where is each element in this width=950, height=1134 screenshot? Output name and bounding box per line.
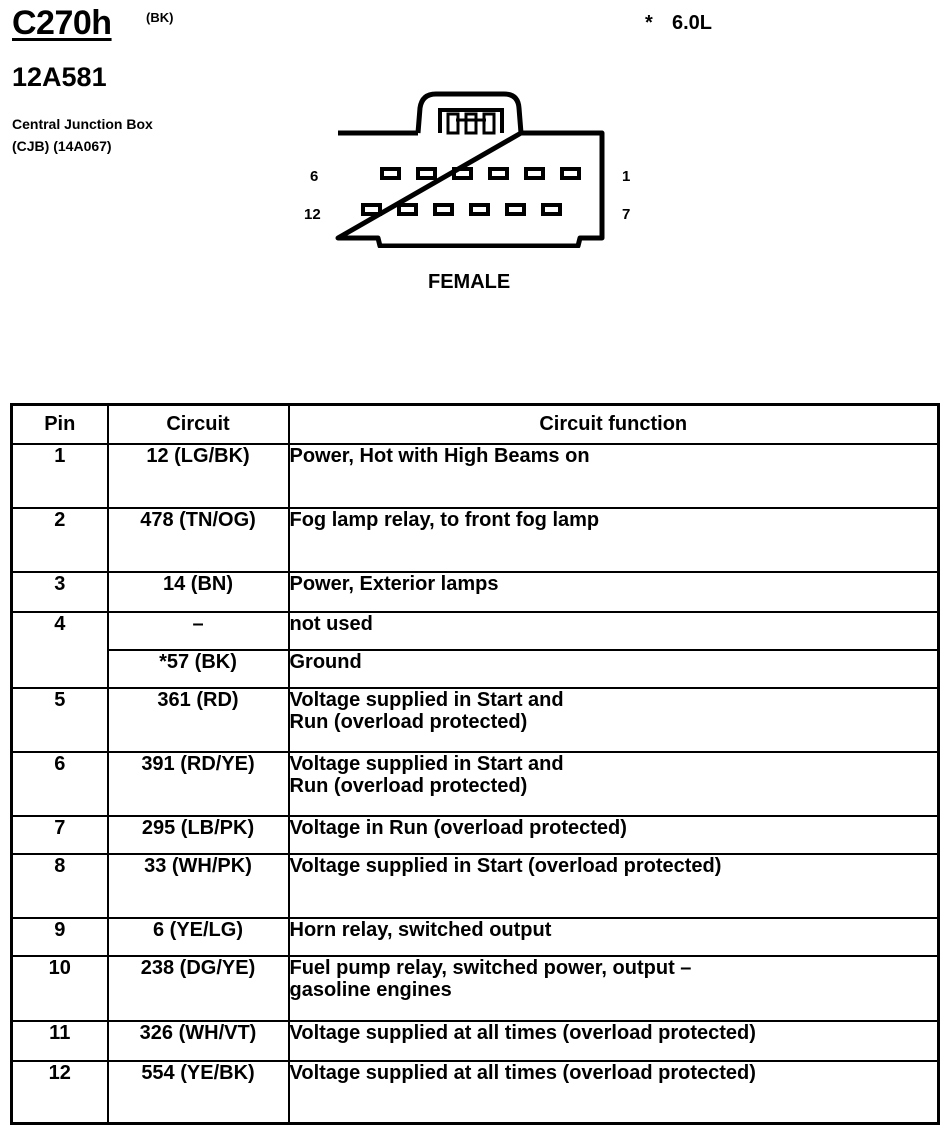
part-number: 12A581	[12, 62, 107, 92]
circuit-cell: 478 (TN/OG)	[108, 508, 289, 572]
table-row	[12, 1061, 939, 1123]
circuit-cell: 33 (WH/PK)	[108, 854, 289, 918]
table-row	[12, 752, 939, 816]
circuit-cell: –	[108, 612, 289, 650]
function-cell: not used	[289, 612, 939, 650]
connector-view-label: FEMALE	[428, 271, 511, 293]
circuit-cell: 554 (YE/BK)	[108, 1061, 289, 1123]
engine-note: 6.0L	[672, 12, 713, 34]
table-row	[12, 816, 939, 854]
circuit-cell: 12 (LG/BK)	[108, 444, 289, 508]
circuit-cell: 6 (YE/LG)	[108, 918, 289, 956]
circuit-cell: 295 (LB/PK)	[108, 816, 289, 854]
table-row	[12, 956, 939, 1021]
function-cell: Power, Exterior lamps	[289, 572, 939, 612]
table-header-row	[12, 405, 939, 445]
table-row	[12, 918, 939, 956]
function-cell: Ground	[289, 650, 939, 688]
table-row	[12, 688, 939, 752]
pin-cell: 3	[12, 572, 108, 612]
connector-face-diagram	[330, 88, 610, 248]
circuit-cell: 14 (BN)	[108, 572, 289, 612]
function-cell: Power, Hot with High Beams on	[289, 444, 939, 508]
column-header-function: Circuit function	[289, 405, 939, 445]
note-marker: *	[645, 12, 653, 34]
function-cell: Voltage supplied in Start and Run (overload protected)	[289, 752, 939, 816]
function-cell: Voltage supplied in Start (overload protected)	[289, 854, 939, 918]
circuit-cell: 361 (RD)	[108, 688, 289, 752]
function-cell: Horn relay, switched output	[289, 918, 939, 956]
pin-cell: 4	[12, 612, 108, 688]
pinout-table	[10, 403, 940, 1125]
connector-id: C270h	[12, 4, 112, 42]
table-row	[12, 854, 939, 918]
function-cell: Fuel pump relay, switched power, output – gasoline engines	[289, 956, 939, 1021]
pin-label-bottom-left: 12	[304, 206, 321, 223]
pin-cell: 11	[12, 1021, 108, 1061]
pin-cell: 9	[12, 918, 108, 956]
column-header-circuit: Circuit	[108, 405, 289, 445]
pin-cell: 2	[12, 508, 108, 572]
table-row	[12, 572, 939, 612]
circuit-cell: 238 (DG/YE)	[108, 956, 289, 1021]
function-cell: Fog lamp relay, to front fog lamp	[289, 508, 939, 572]
function-cell: Voltage supplied at all times (overload protected)	[289, 1021, 939, 1061]
pin-cell: 8	[12, 854, 108, 918]
pin-label-bottom-right: 7	[622, 206, 631, 223]
pin-label-top-left: 6	[310, 168, 319, 185]
function-cell: Voltage in Run (overload protected)	[289, 816, 939, 854]
pin-cell: 1	[12, 444, 108, 508]
pin-cell: 6	[12, 752, 108, 816]
function-cell: Voltage supplied in Start and Run (overload protected)	[289, 688, 939, 752]
connector-color-code: (BK)	[146, 10, 174, 25]
circuit-cell: *57 (BK)	[108, 650, 289, 688]
column-header-pin: Pin	[12, 405, 108, 445]
circuit-cell: 391 (RD/YE)	[108, 752, 289, 816]
pin-cell: 5	[12, 688, 108, 752]
table-row	[12, 444, 939, 508]
pin-label-top-right: 1	[622, 168, 631, 185]
pin-cell: 12	[12, 1061, 108, 1123]
circuit-cell: 326 (WH/VT)	[108, 1021, 289, 1061]
pin-cell: 7	[12, 816, 108, 854]
table-row	[12, 612, 939, 650]
component-part-code: (CJB) (14A067)	[12, 138, 112, 154]
table-row	[12, 650, 939, 688]
top-row-cavities	[382, 169, 579, 178]
table-row	[12, 1021, 939, 1061]
component-description: Central Junction Box	[12, 116, 153, 132]
pin-cell: 10	[12, 956, 108, 1021]
function-cell: Voltage supplied at all times (overload protected)	[289, 1061, 939, 1123]
table-row	[12, 508, 939, 572]
